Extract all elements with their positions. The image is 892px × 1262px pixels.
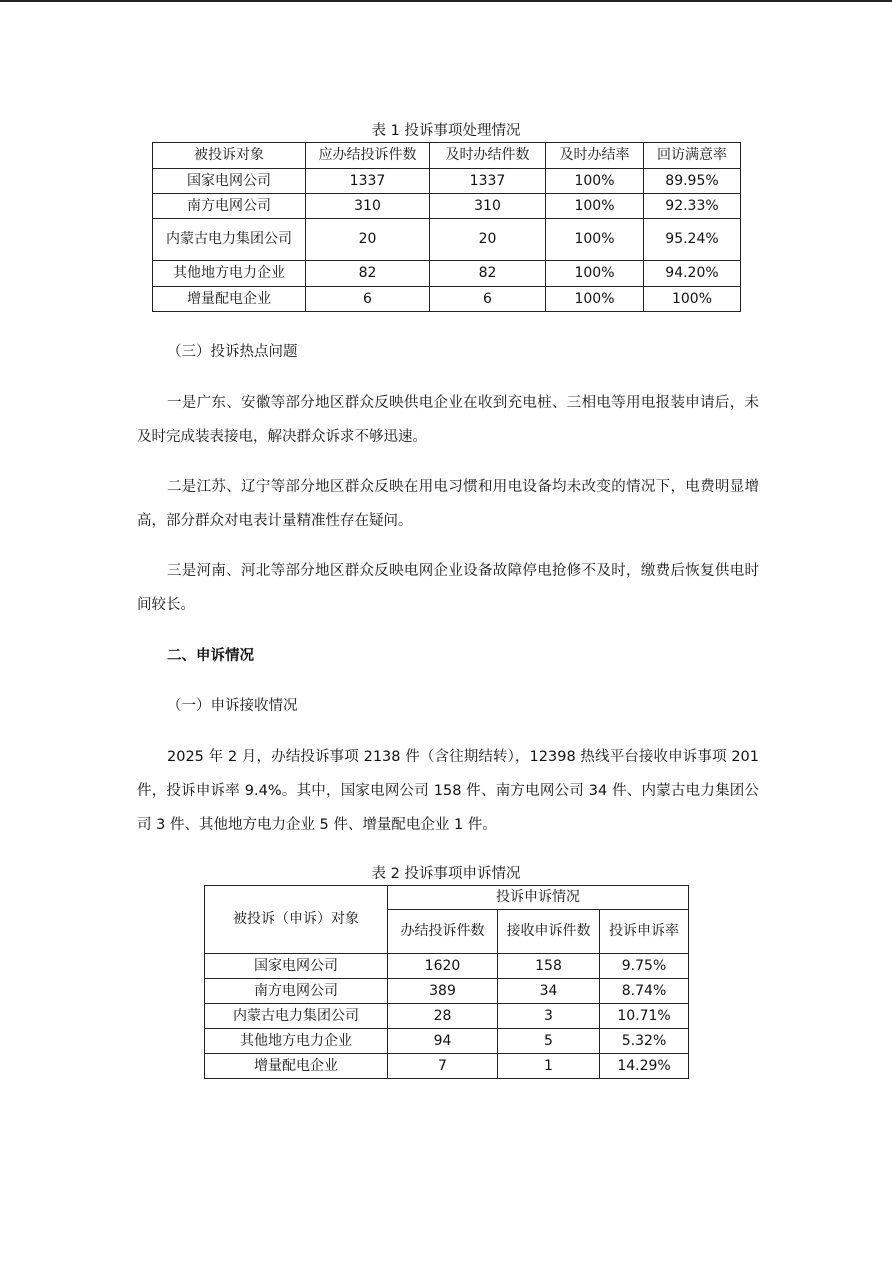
table1-cell: 20 — [306, 219, 430, 261]
table1-cell: 100% — [644, 287, 741, 312]
table2-header: 投诉申诉率 — [600, 910, 689, 954]
table1-cell: 1337 — [306, 169, 430, 194]
table1-cell: 100% — [546, 287, 644, 312]
paragraph: 一是广东、安徽等部分地区群众反映供电企业在收到充电桩、三相电等用电报装申请后，未及时完成装表接电，解决群众诉求不够迅速。 — [137, 395, 759, 445]
table1-cell: 6 — [430, 287, 546, 312]
table1-cell: 其他地方电力企业 — [153, 261, 306, 287]
table2-cell: 10.71% — [600, 1004, 689, 1029]
table2-row — [205, 1029, 689, 1054]
table1-cell: 南方电网公司 — [153, 194, 306, 219]
table1-cell: 100% — [546, 194, 644, 219]
table1-header: 被投诉对象 — [153, 143, 306, 169]
table1-cell: 94.20% — [644, 261, 741, 287]
table1-cell: 20 — [430, 219, 546, 261]
table1-row — [153, 194, 741, 219]
table2-cell: 国家电网公司 — [205, 954, 388, 979]
table2-cell: 7 — [388, 1054, 498, 1079]
section-heading: （一）申诉接收情况 — [167, 698, 298, 714]
table2-cell: 内蒙古电力集团公司 — [205, 1004, 388, 1029]
table2-row-header: 被投诉（申诉）对象 — [205, 886, 388, 954]
table1-cell: 100% — [546, 169, 644, 194]
table1-caption: 表 1 投诉事项处理情况 — [371, 123, 521, 139]
table1-cell: 6 — [306, 287, 430, 312]
table2-group-header: 投诉申诉情况 — [388, 886, 689, 910]
table2-cell: 28 — [388, 1004, 498, 1029]
table1-row — [153, 287, 741, 312]
paragraph: 三是河南、河北等部分地区群众反映电网企业设备故障停电抢修不及时，缴费后恢复供电时间较长。 — [137, 563, 759, 613]
table1-cell: 国家电网公司 — [153, 169, 306, 194]
table1-row — [153, 219, 741, 261]
table2-cell: 3 — [498, 1004, 600, 1029]
part-heading: 二、申诉情况 — [167, 648, 254, 664]
table1-cell: 82 — [306, 261, 430, 287]
table1-cell: 82 — [430, 261, 546, 287]
table2-cell: 389 — [388, 979, 498, 1004]
table1-cell: 内蒙古电力集团公司 — [153, 219, 306, 261]
table2-row — [205, 954, 689, 979]
table2 — [204, 885, 689, 1079]
table2-cell: 34 — [498, 979, 600, 1004]
table2-caption: 表 2 投诉事项申诉情况 — [371, 866, 521, 882]
table2-header: 接收申诉件数 — [498, 910, 600, 954]
table1-cell: 92.33% — [644, 194, 741, 219]
table1-header-row — [153, 143, 741, 169]
table1-cell: 100% — [546, 219, 644, 261]
table1-cell: 95.24% — [644, 219, 741, 261]
table1-cell: 310 — [306, 194, 430, 219]
table2-row — [205, 979, 689, 1004]
table2-header: 办结投诉件数 — [388, 910, 498, 954]
table1-header: 及时办结件数 — [430, 143, 546, 169]
table2-cell: 增量配电企业 — [205, 1054, 388, 1079]
table1 — [152, 142, 741, 312]
table1-cell: 310 — [430, 194, 546, 219]
table2-cell: 9.75% — [600, 954, 689, 979]
table1-row — [153, 169, 741, 194]
page-top-border — [0, 0, 892, 2]
table2-cell: 1620 — [388, 954, 498, 979]
table2-cell: 南方电网公司 — [205, 979, 388, 1004]
table1-header: 回访满意率 — [644, 143, 741, 169]
table1-cell: 1337 — [430, 169, 546, 194]
paragraph: 2025 年 2 月，办结投诉事项 2138 件（含往期结转），12398 热线平台接收申诉事项 201 件，投诉申诉率 9.4%。其中，国家电网公司 158 件、南方电网公司 34 件、内蒙古电力集团公司 3 件、其他地方电力企业 5 件、增量配电企业 1 件。 — [137, 749, 759, 833]
table1-row — [153, 261, 741, 287]
paragraph: 二是江苏、辽宁等部分地区群众反映在用电习惯和用电设备均未改变的情况下，电费明显增高，部分群众对电表计量精准性存在疑问。 — [137, 479, 759, 529]
table1-header: 及时办结率 — [546, 143, 644, 169]
table2-cell: 其他地方电力企业 — [205, 1029, 388, 1054]
table1-cell: 89.95% — [644, 169, 741, 194]
table2-cell: 94 — [388, 1029, 498, 1054]
section-heading: （三）投诉热点问题 — [167, 344, 298, 360]
table2-header-row — [205, 886, 689, 910]
table2-row — [205, 1054, 689, 1079]
table2-row — [205, 1004, 689, 1029]
table1-header: 应办结投诉件数 — [306, 143, 430, 169]
table1-cell: 100% — [546, 261, 644, 287]
table2-cell: 5 — [498, 1029, 600, 1054]
table2-cell: 1 — [498, 1054, 600, 1079]
table2-cell: 5.32% — [600, 1029, 689, 1054]
table1-cell: 增量配电企业 — [153, 287, 306, 312]
table2-cell: 14.29% — [600, 1054, 689, 1079]
table2-cell: 8.74% — [600, 979, 689, 1004]
table2-cell: 158 — [498, 954, 600, 979]
